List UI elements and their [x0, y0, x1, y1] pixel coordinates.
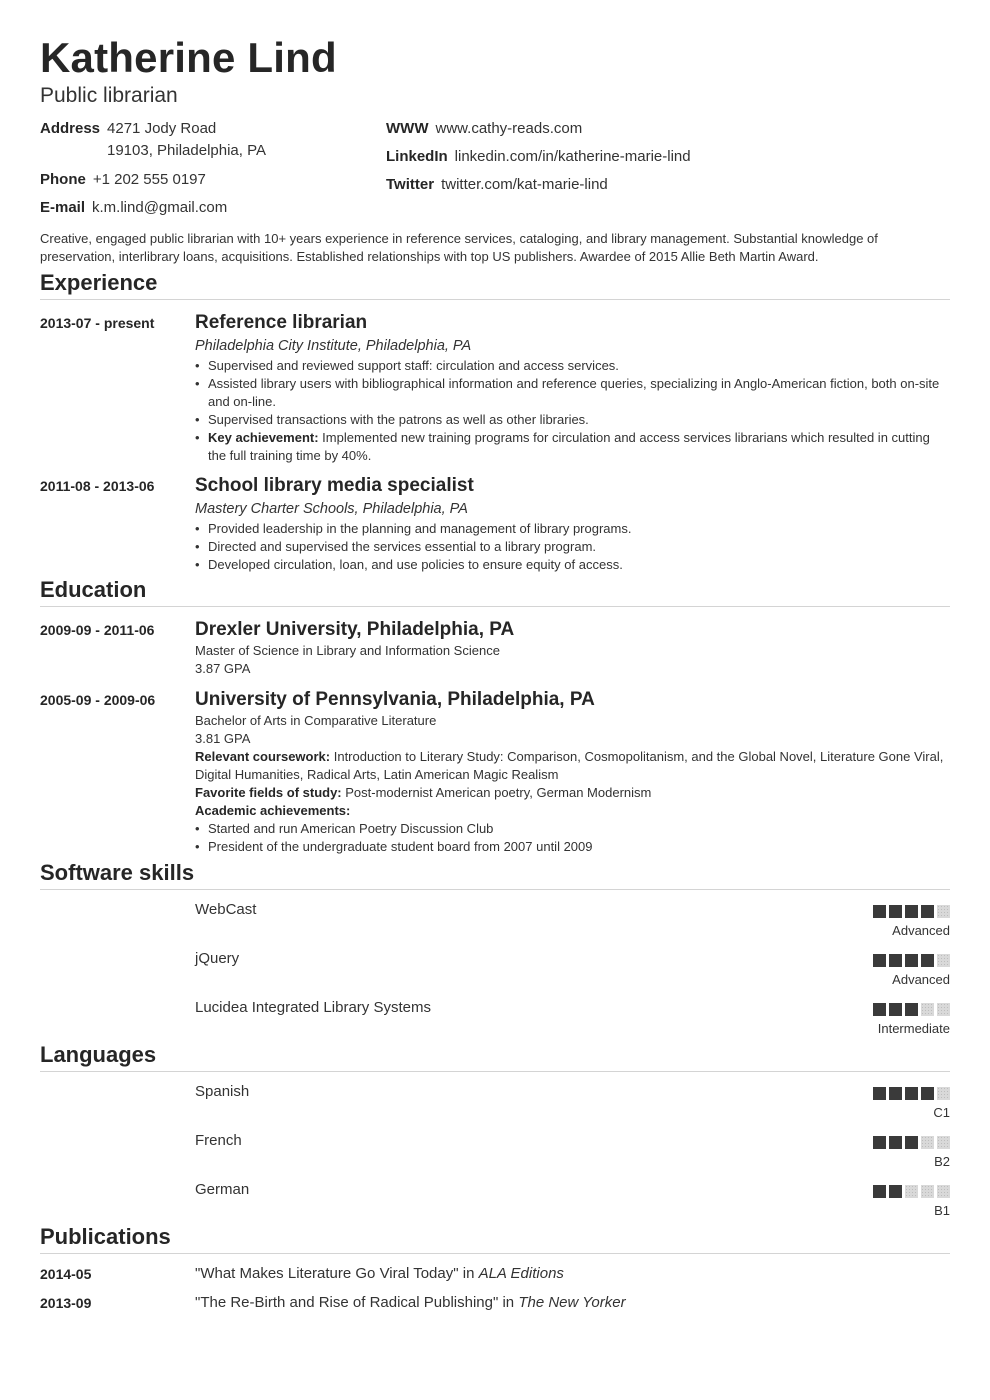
entry-date: 2011-08 - 2013-06: [40, 478, 155, 494]
entry-title: Drexler University, Philadelphia, PA: [195, 619, 515, 640]
www-row: [386, 120, 691, 137]
skill-meter: [873, 1003, 950, 1016]
publication-text: [195, 1294, 626, 1311]
publication-venue: The New Yorker: [518, 1294, 626, 1311]
bullet-item: • Provided leadership in the planning and management of library programs.: [195, 520, 950, 538]
twitter-link[interactable]: twitter.com/kat-marie-lind: [441, 176, 608, 193]
phone-label: Phone: [40, 171, 86, 188]
bullet-item: • President of the undergraduate student board from 2007 until 2009: [195, 838, 950, 856]
rating-square-empty: [937, 1136, 950, 1149]
entry-title: University of Pennsylvania, Philadelphia, PA: [195, 689, 595, 710]
software-skill-row: [40, 901, 950, 947]
rating-square-filled: [889, 954, 902, 967]
rating-square-empty: [937, 954, 950, 967]
language-row: [40, 1132, 950, 1178]
gpa: 3.81 GPA: [195, 731, 251, 746]
twitter-row: [386, 176, 691, 193]
rating-square-empty: [921, 1185, 934, 1198]
www-label: WWW: [386, 120, 429, 137]
rating-square-empty: [905, 1185, 918, 1198]
entry-date: 2009-09 - 2011-06: [40, 622, 155, 638]
bullet-item: • Supervised transactions with the patrons as well as other libraries.: [195, 411, 950, 429]
software-heading: Software skills: [40, 860, 950, 890]
twitter-label: Twitter: [386, 176, 435, 193]
rating-square-empty: [937, 905, 950, 918]
address-line1: 4271 Jody Road: [107, 120, 217, 137]
publication-in: in: [458, 1265, 479, 1282]
entry-date: 2005-09 - 2009-06: [40, 692, 156, 708]
key-achievement-text: Implemented new training programs for circulation and access services librarians which resulted in cutting the full training time by 40%.: [208, 430, 930, 463]
coursework-text: Introduction to Literary Study: Comparison, Cosmopolitanism, and the Global Novel, Literature Gone Viral, Digital Humanities, Radical Arts, Latin American Magic Realism: [195, 749, 944, 782]
bullet-item: [195, 429, 950, 465]
experience-heading: Experience: [40, 270, 950, 300]
rating-square-filled: [889, 1185, 902, 1198]
rating-square-filled: [905, 1087, 918, 1100]
entry-title: Reference librarian: [195, 312, 368, 333]
publication-date: 2013-09: [40, 1295, 92, 1311]
bullet-list: [195, 357, 950, 465]
publication-venue: ALA Editions: [478, 1265, 564, 1282]
coursework: [195, 748, 950, 784]
summary: Creative, engaged public librarian with 10+ years experience in reference services, cataloging, and library management. Substantial knowledge of preservation, interlibrary loans, acquisitions. Established relationships with top US publishers. Awardee of 2015 Allie Beth Martin Award.: [40, 231, 878, 264]
bullet-item: • Started and run American Poetry Discussion Club: [195, 820, 950, 838]
achievements: [195, 802, 950, 820]
rating-square-empty: [921, 1136, 934, 1149]
rating-square-empty: [937, 1087, 950, 1100]
www-link[interactable]: www.cathy-reads.com: [435, 120, 583, 137]
rating-square-filled: [921, 905, 934, 918]
entry-title: School library media specialist: [195, 475, 474, 496]
bullet-item: • Assisted library users with bibliographical information and reference queries, specializing in Anglo-American fiction, both on-site and on-line.: [195, 375, 950, 411]
email-label: E-mail: [40, 199, 86, 216]
publications-heading: Publications: [40, 1224, 950, 1254]
rating-square-filled: [921, 1087, 934, 1100]
skill-meter: [873, 954, 950, 967]
bullet-item: • Supervised and reviewed support staff: circulation and access services.: [195, 357, 950, 375]
skill-name: jQuery: [195, 950, 240, 967]
entry-body: [195, 618, 950, 678]
languages-heading: Languages: [40, 1042, 950, 1072]
rating-square-filled: [905, 954, 918, 967]
bullet-item: • Directed and supervised the services essential to a library program.: [195, 538, 950, 556]
language-name: Spanish: [195, 1083, 250, 1100]
gpa: 3.87 GPA: [195, 661, 251, 676]
bullet-list: [195, 520, 950, 574]
key-achievement-label: Key achievement:: [208, 430, 319, 445]
entry-body: [195, 311, 950, 465]
fields-text: Post-modernist American poetry, German Modernism: [341, 785, 652, 800]
publication-title: "What Makes Literature Go Viral Today": [195, 1265, 459, 1282]
software-skill-row: [40, 999, 950, 1045]
entry-date: 2013-07 - present: [40, 315, 155, 331]
fields-label: Favorite fields of study:: [195, 785, 342, 800]
language-row: [40, 1083, 950, 1129]
software-skill-row: [40, 950, 950, 996]
rating-square-filled: [889, 1003, 902, 1016]
phone-row: [40, 171, 266, 188]
rating-square-filled: [889, 1087, 902, 1100]
rating-square-filled: [905, 1003, 918, 1016]
linkedin-row: [386, 148, 691, 165]
email-value[interactable]: k.m.lind@gmail.com: [92, 199, 228, 216]
address-line2: 19103, Philadelphia, PA: [107, 142, 267, 159]
language-level: B2: [934, 1154, 950, 1169]
degree: Master of Science in Library and Information Science: [195, 643, 500, 658]
email-row: [40, 199, 266, 216]
skill-level: Intermediate: [877, 1021, 950, 1036]
skill-name: Lucidea Integrated Library Systems: [195, 999, 431, 1016]
contact-right: [386, 120, 691, 193]
rating-square-filled: [873, 1003, 886, 1016]
rating-square-filled: [889, 905, 902, 918]
education-heading: Education: [40, 577, 950, 607]
entry-body: [195, 688, 950, 856]
rating-square-empty: [937, 1185, 950, 1198]
skill-level: Advanced: [892, 972, 950, 987]
candidate-role: Public librarian: [40, 84, 178, 107]
rating-square-filled: [873, 1087, 886, 1100]
rating-square-filled: [905, 1136, 918, 1149]
bullet-list: [195, 820, 950, 856]
linkedin-label: LinkedIn: [386, 148, 448, 165]
address-label: Address: [40, 120, 101, 137]
language-meter: [873, 1136, 950, 1149]
rating-square-filled: [873, 1185, 886, 1198]
fields-of-study: [195, 784, 950, 802]
achievements-label: Academic achievements:: [195, 803, 351, 818]
rating-square-empty: [921, 1003, 934, 1016]
degree: Bachelor of Arts in Comparative Literature: [195, 713, 437, 728]
language-name: German: [195, 1181, 250, 1198]
bullet-item: • Developed circulation, loan, and use policies to ensure equity of access.: [195, 556, 950, 574]
rating-square-filled: [889, 1136, 902, 1149]
entry-org: Philadelphia City Institute, Philadelphia, PA: [195, 338, 472, 354]
linkedin-link[interactable]: linkedin.com/in/katherine-marie-lind: [454, 148, 691, 165]
contact-left: [40, 120, 266, 216]
address-row: [40, 120, 266, 159]
skill-level: Advanced: [892, 923, 950, 938]
publication-title: "The Re-Birth and Rise of Radical Publishing": [195, 1294, 499, 1311]
entry-org: Mastery Charter Schools, Philadelphia, PA: [195, 501, 468, 517]
language-meter: [873, 1087, 950, 1100]
rating-square-filled: [873, 954, 886, 967]
language-name: French: [195, 1132, 242, 1149]
rating-square-filled: [921, 954, 934, 967]
skill-meter: [873, 905, 950, 918]
rating-square-filled: [905, 905, 918, 918]
language-level: C1: [933, 1105, 950, 1120]
publication-text: [195, 1265, 564, 1282]
entry-body: [195, 474, 950, 574]
publication-date: 2014-05: [40, 1266, 92, 1282]
candidate-name: Katherine Lind: [40, 34, 337, 81]
rating-square-empty: [937, 1003, 950, 1016]
rating-square-filled: [873, 905, 886, 918]
phone-value: +1 202 555 0197: [92, 171, 206, 188]
language-row: [40, 1181, 950, 1227]
rating-square-filled: [873, 1136, 886, 1149]
skill-name: WebCast: [195, 901, 257, 918]
language-level: B1: [934, 1203, 950, 1218]
language-meter: [873, 1185, 950, 1198]
publication-in: in: [498, 1294, 519, 1311]
coursework-label: Relevant coursework:: [195, 749, 331, 764]
